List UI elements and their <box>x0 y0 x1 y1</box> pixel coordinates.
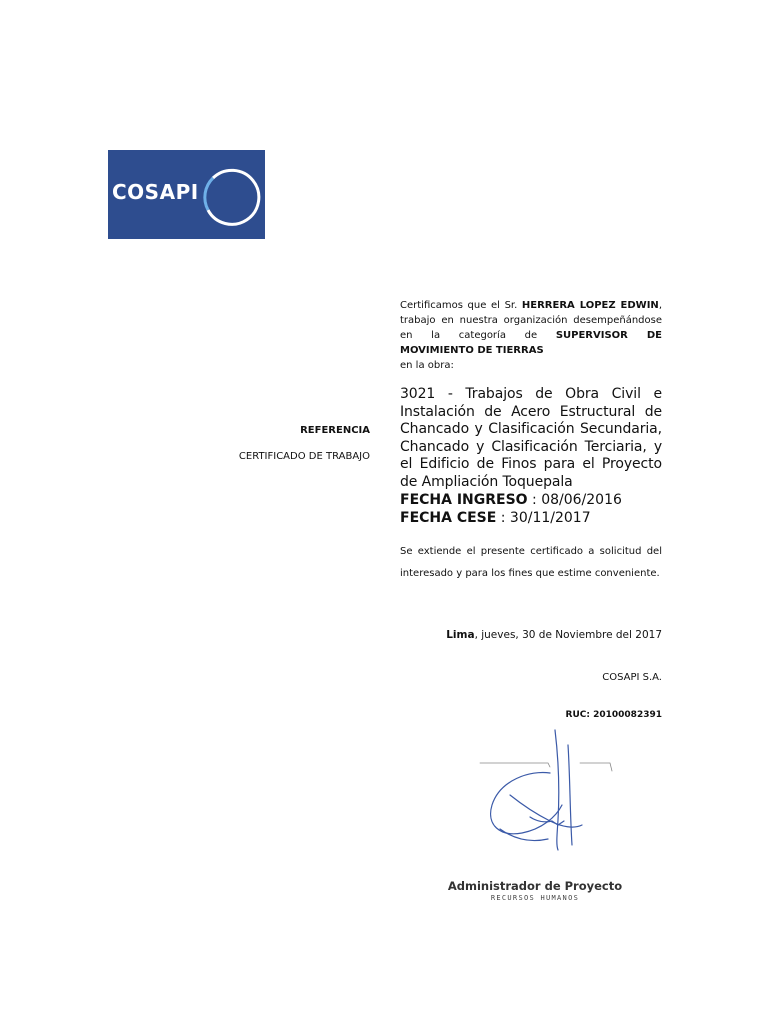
end-date-label: FECHA CESE <box>400 510 497 526</box>
intro-line-2: trabajo en nuestra organización desempeñándose <box>400 315 662 326</box>
intro-category-text: en la categoría de <box>400 330 556 341</box>
category-part-1: SUPERVISOR DE <box>555 330 662 341</box>
end-date-row <box>400 509 662 527</box>
reference-value: CERTIFICADO DE TRABAJO <box>238 451 370 462</box>
intro-text: Certificamos que el Sr. <box>400 300 522 311</box>
logo-ring-icon <box>108 150 265 239</box>
intro-line-5: en la obra: <box>400 360 454 371</box>
start-date-label: FECHA INGRESO <box>400 492 528 508</box>
reference-label: REFERENCIA <box>300 425 370 436</box>
signatory-title: Administrador de Proyecto <box>447 879 623 893</box>
note-line-2: interesado y para los fines que estime conveniente. <box>400 568 660 579</box>
end-date-value: : 30/11/2017 <box>496 510 591 526</box>
date-text: , jueves, 30 de Noviembre del 2017 <box>474 629 662 641</box>
intro-comma: , <box>658 300 662 311</box>
city: Lima <box>446 629 475 641</box>
start-date-row <box>400 491 662 509</box>
place-date <box>400 629 662 641</box>
start-date-value: : 08/06/2016 <box>527 492 622 508</box>
logo-text: COSAPI <box>112 180 199 204</box>
category-part-2: MOVIMIENTO DE TIERRAS <box>400 345 544 356</box>
signatory-department: RECURSOS HUMANOS <box>490 894 580 902</box>
company-name: COSAPI S.A. <box>602 672 662 683</box>
company-ruc: RUC: 20100082391 <box>565 710 662 720</box>
employee-name: HERRERA LOPEZ EDWIN <box>521 300 659 311</box>
project-description: 3021 - Trabajos de Obra Civil e Instalación de Acero Estructural de Chancado y Clasificación Secundaria, Chancado y Clasificación Terciaria, y el Edificio de Finos para el Proyecto de Ampliación Toquepala <box>400 386 662 490</box>
note-line-1: Se extiende el presente certificado a solicitud del <box>400 546 662 557</box>
certification-intro <box>400 298 662 373</box>
purpose-note <box>400 541 662 585</box>
employment-dates <box>400 491 662 527</box>
company-logo <box>108 150 265 239</box>
handwritten-signature <box>470 725 650 875</box>
